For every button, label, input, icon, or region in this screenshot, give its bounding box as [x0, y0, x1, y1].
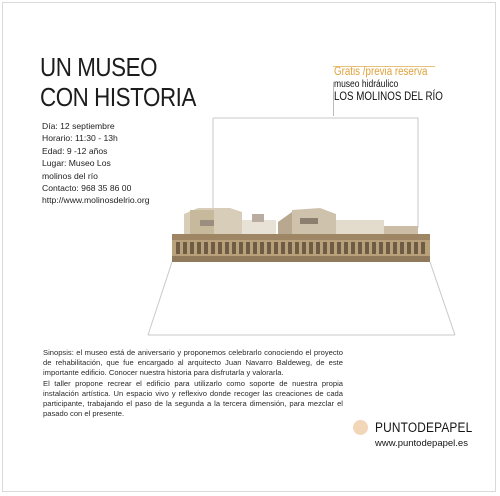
floor-left-edge: [148, 262, 172, 335]
facade-arch: [393, 242, 397, 254]
facade-arch: [274, 242, 278, 254]
floor-right-edge: [430, 262, 455, 335]
facade-arch: [407, 242, 411, 254]
facade-arch: [260, 242, 264, 254]
info-contact: Contacto: 968 35 86 00: [42, 183, 132, 194]
facade-arch: [204, 242, 208, 254]
museum-name-label: LOS MOLINOS DEL RÍO: [334, 91, 443, 103]
sinopsis-paragraph-2: El taller propone recrear el edificio para utilizarlo como soporte de nuestra propia instalación artística. Un espacio vivo y reflexivo donde recoger las creaciones de cada participante, trabajando el paso de la segunda a la tercera dimensión, para mezclar el pasado con el presente.: [43, 378, 343, 419]
facade-arch: [288, 242, 292, 254]
info-place-cont: molinos del río: [42, 170, 98, 181]
facade-arch: [330, 242, 334, 254]
sinopsis-text: [43, 348, 343, 419]
facade-arch: [358, 242, 362, 254]
facade-arch: [232, 242, 236, 254]
building-facade: [172, 234, 430, 262]
facade-arch: [302, 242, 306, 254]
facade-arch: [365, 242, 369, 254]
free-booking-label: Gratis /previa reserva: [334, 66, 428, 78]
sinopsis-paragraph-1: Sinopsis: el museo está de aniversario y proponemos celebrarlo conociendo el proyecto de rehabilitación, que fue encargado al arquitecto Juan Navarro Baldeweg, de este importante edificio. Conocer nuestra historia para disfrutarla y valorarla.: [43, 348, 343, 378]
facade-arch: [309, 242, 313, 254]
facade-arch: [176, 242, 180, 254]
facade-arch: [218, 242, 222, 254]
facade-arch: [379, 242, 383, 254]
facade-arch: [267, 242, 271, 254]
facade-arch: [372, 242, 376, 254]
facade-arch: [344, 242, 348, 254]
facade-arch: [323, 242, 327, 254]
info-schedule: Horario: 11:30 - 13h: [42, 133, 118, 144]
title-line-2: CON HISTORIA: [40, 82, 196, 112]
brand-name: PUNTODEPAPEL: [375, 420, 473, 435]
museum-type-label: museo hidráulico: [334, 79, 399, 90]
facade-arch: [246, 242, 250, 254]
facade-arch: [253, 242, 257, 254]
facade-arch: [281, 242, 285, 254]
facade-arch: [414, 242, 418, 254]
facade-arch: [337, 242, 341, 254]
facade-arch: [239, 242, 243, 254]
info-age: Edad: 9 -12 años: [42, 145, 108, 156]
museum-tag: [334, 66, 443, 104]
facade-arch: [183, 242, 187, 254]
brand-dot-icon: [353, 420, 368, 435]
facade-arch: [211, 242, 215, 254]
facade-arch: [421, 242, 425, 254]
facade-arch: [400, 242, 404, 254]
info-date: Día: 12 septiembre: [42, 121, 115, 131]
building-roofs: [184, 208, 418, 234]
info-website-link[interactable]: http://www.molinosdelrio.org: [42, 195, 150, 206]
brand-url-link[interactable]: www.puntodepapel.es: [375, 438, 468, 449]
facade-arch: [190, 242, 194, 254]
facade-arch: [225, 242, 229, 254]
facade-arch: [197, 242, 201, 254]
facade-arch: [386, 242, 390, 254]
facade-arch: [351, 242, 355, 254]
info-place: Lugar: Museo Los: [42, 158, 111, 169]
facade-arch: [295, 242, 299, 254]
facade-arch: [316, 242, 320, 254]
title-line-1: UN MUSEO: [40, 52, 158, 82]
